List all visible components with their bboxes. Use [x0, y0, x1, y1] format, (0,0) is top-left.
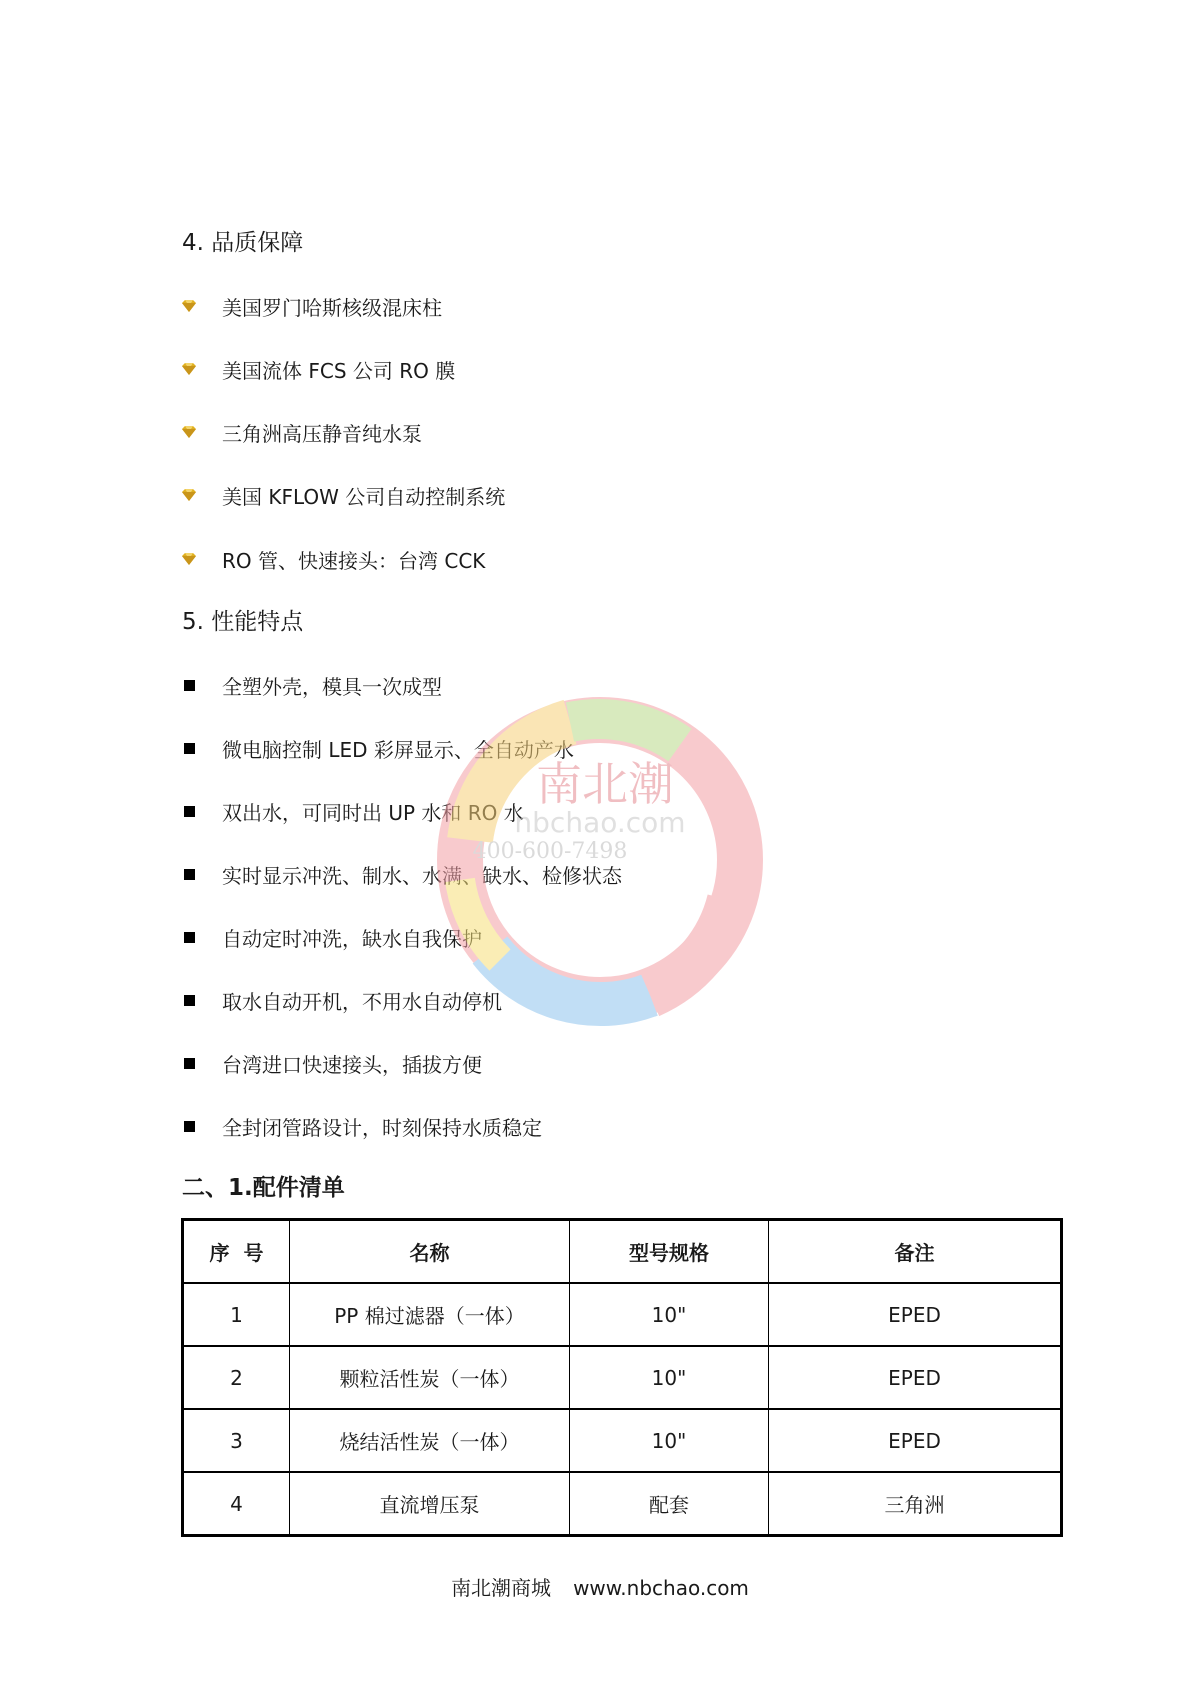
- feature-item-text: 台湾进口快速接头，插拔方便: [222, 1052, 482, 1077]
- cell-name: 烧结活性炭（一体）: [290, 1409, 570, 1472]
- cell-spec: 配套: [570, 1472, 769, 1536]
- feature-list-item: [182, 733, 574, 763]
- cell-remark: EPED: [769, 1409, 1062, 1472]
- cell-index: 4: [183, 1472, 290, 1536]
- quality-list-item: [182, 480, 505, 510]
- header-name: 名称: [290, 1220, 570, 1284]
- quality-item-text: 三角洲高压静音纯水泵: [222, 421, 422, 446]
- feature-item-text: 双出水，可同时出 UP 水和 RO 水: [222, 800, 524, 825]
- square-bullet-icon: [184, 743, 195, 754]
- table-header-row: [183, 1220, 1062, 1284]
- header-spec: 型号规格: [570, 1220, 769, 1284]
- cell-remark: EPED: [769, 1346, 1062, 1409]
- feature-item-text: 实时显示冲洗、制水、水满、缺水、检修状态: [222, 863, 622, 888]
- cell-index: 1: [183, 1283, 290, 1346]
- footer-url: www.nbchao.com: [573, 1576, 749, 1600]
- feature-item-text: 自动定时冲洗，缺水自我保护: [222, 926, 482, 951]
- header-index: 序 号: [183, 1220, 290, 1284]
- feature-list-item: [182, 985, 502, 1015]
- watermark-phone: 400-600-7498: [472, 839, 628, 864]
- quality-list-item: [182, 417, 422, 447]
- table-row: [183, 1346, 1062, 1409]
- cell-spec: 10": [570, 1346, 769, 1409]
- quality-item-text: RO 管、快速接头：台湾 CCK: [222, 548, 486, 573]
- square-bullet-icon: [184, 869, 195, 880]
- feature-list-item: [182, 922, 482, 952]
- square-bullet-icon: [184, 995, 195, 1006]
- diamond-bullet-icon: [182, 426, 196, 438]
- feature-item-text: 全封闭管路设计，时刻保持水质稳定: [222, 1115, 542, 1140]
- feature-item-text: 微电脑控制 LED 彩屏显示、全自动产水: [222, 737, 574, 762]
- section-5-title: 5. 性能特点: [182, 609, 304, 635]
- section-4-title: 4. 品质保障: [182, 230, 304, 256]
- quality-list-item: [182, 354, 455, 384]
- footer-shop-name: 南北潮商城: [451, 1576, 552, 1600]
- table-row: [183, 1472, 1062, 1536]
- square-bullet-icon: [184, 680, 195, 691]
- parts-table: [181, 1218, 1063, 1537]
- square-bullet-icon: [184, 932, 195, 943]
- cell-spec: 10": [570, 1283, 769, 1346]
- square-bullet-icon: [184, 1058, 195, 1069]
- cell-name: 颗粒活性炭（一体）: [290, 1346, 570, 1409]
- feature-list-item: [182, 670, 442, 700]
- cell-index: 3: [183, 1409, 290, 1472]
- parts-list-title: 二、1.配件清单: [182, 1175, 345, 1201]
- cell-name: PP 棉过滤器（一体）: [290, 1283, 570, 1346]
- diamond-bullet-icon: [182, 489, 196, 501]
- diamond-bullet-icon: [182, 553, 196, 565]
- feature-list-item: [182, 796, 524, 826]
- cell-remark: 三角洲: [769, 1472, 1062, 1536]
- quality-item-text: 美国流体 FCS 公司 RO 膜: [222, 358, 456, 383]
- diamond-bullet-icon: [182, 363, 196, 375]
- watermark-site: nbchao.com: [514, 806, 686, 839]
- square-bullet-icon: [184, 806, 195, 817]
- quality-item-text: 美国罗门哈斯核级混床柱: [222, 295, 442, 320]
- square-bullet-icon: [184, 1121, 195, 1132]
- cell-spec: 10": [570, 1409, 769, 1472]
- diamond-bullet-icon: [182, 300, 196, 312]
- cell-index: 2: [183, 1346, 290, 1409]
- cell-name: 直流增压泵: [290, 1472, 570, 1536]
- quality-list-item: [182, 291, 442, 321]
- feature-item-text: 取水自动开机，不用水自动停机: [222, 989, 502, 1014]
- watermark-brand: 南北潮: [536, 757, 674, 811]
- feature-item-text: 全塑外壳，模具一次成型: [222, 674, 442, 699]
- quality-item-text: 美国 KFLOW 公司自动控制系统: [222, 484, 506, 509]
- table-row: [183, 1409, 1062, 1472]
- page-footer: [0, 1572, 1200, 1601]
- feature-list-item: [182, 1111, 542, 1141]
- cell-remark: EPED: [769, 1283, 1062, 1346]
- header-remark: 备注: [769, 1220, 1062, 1284]
- feature-list-item: [182, 1048, 482, 1078]
- table-row: [183, 1283, 1062, 1346]
- quality-list-item: [182, 544, 485, 574]
- feature-list-item: [182, 859, 622, 889]
